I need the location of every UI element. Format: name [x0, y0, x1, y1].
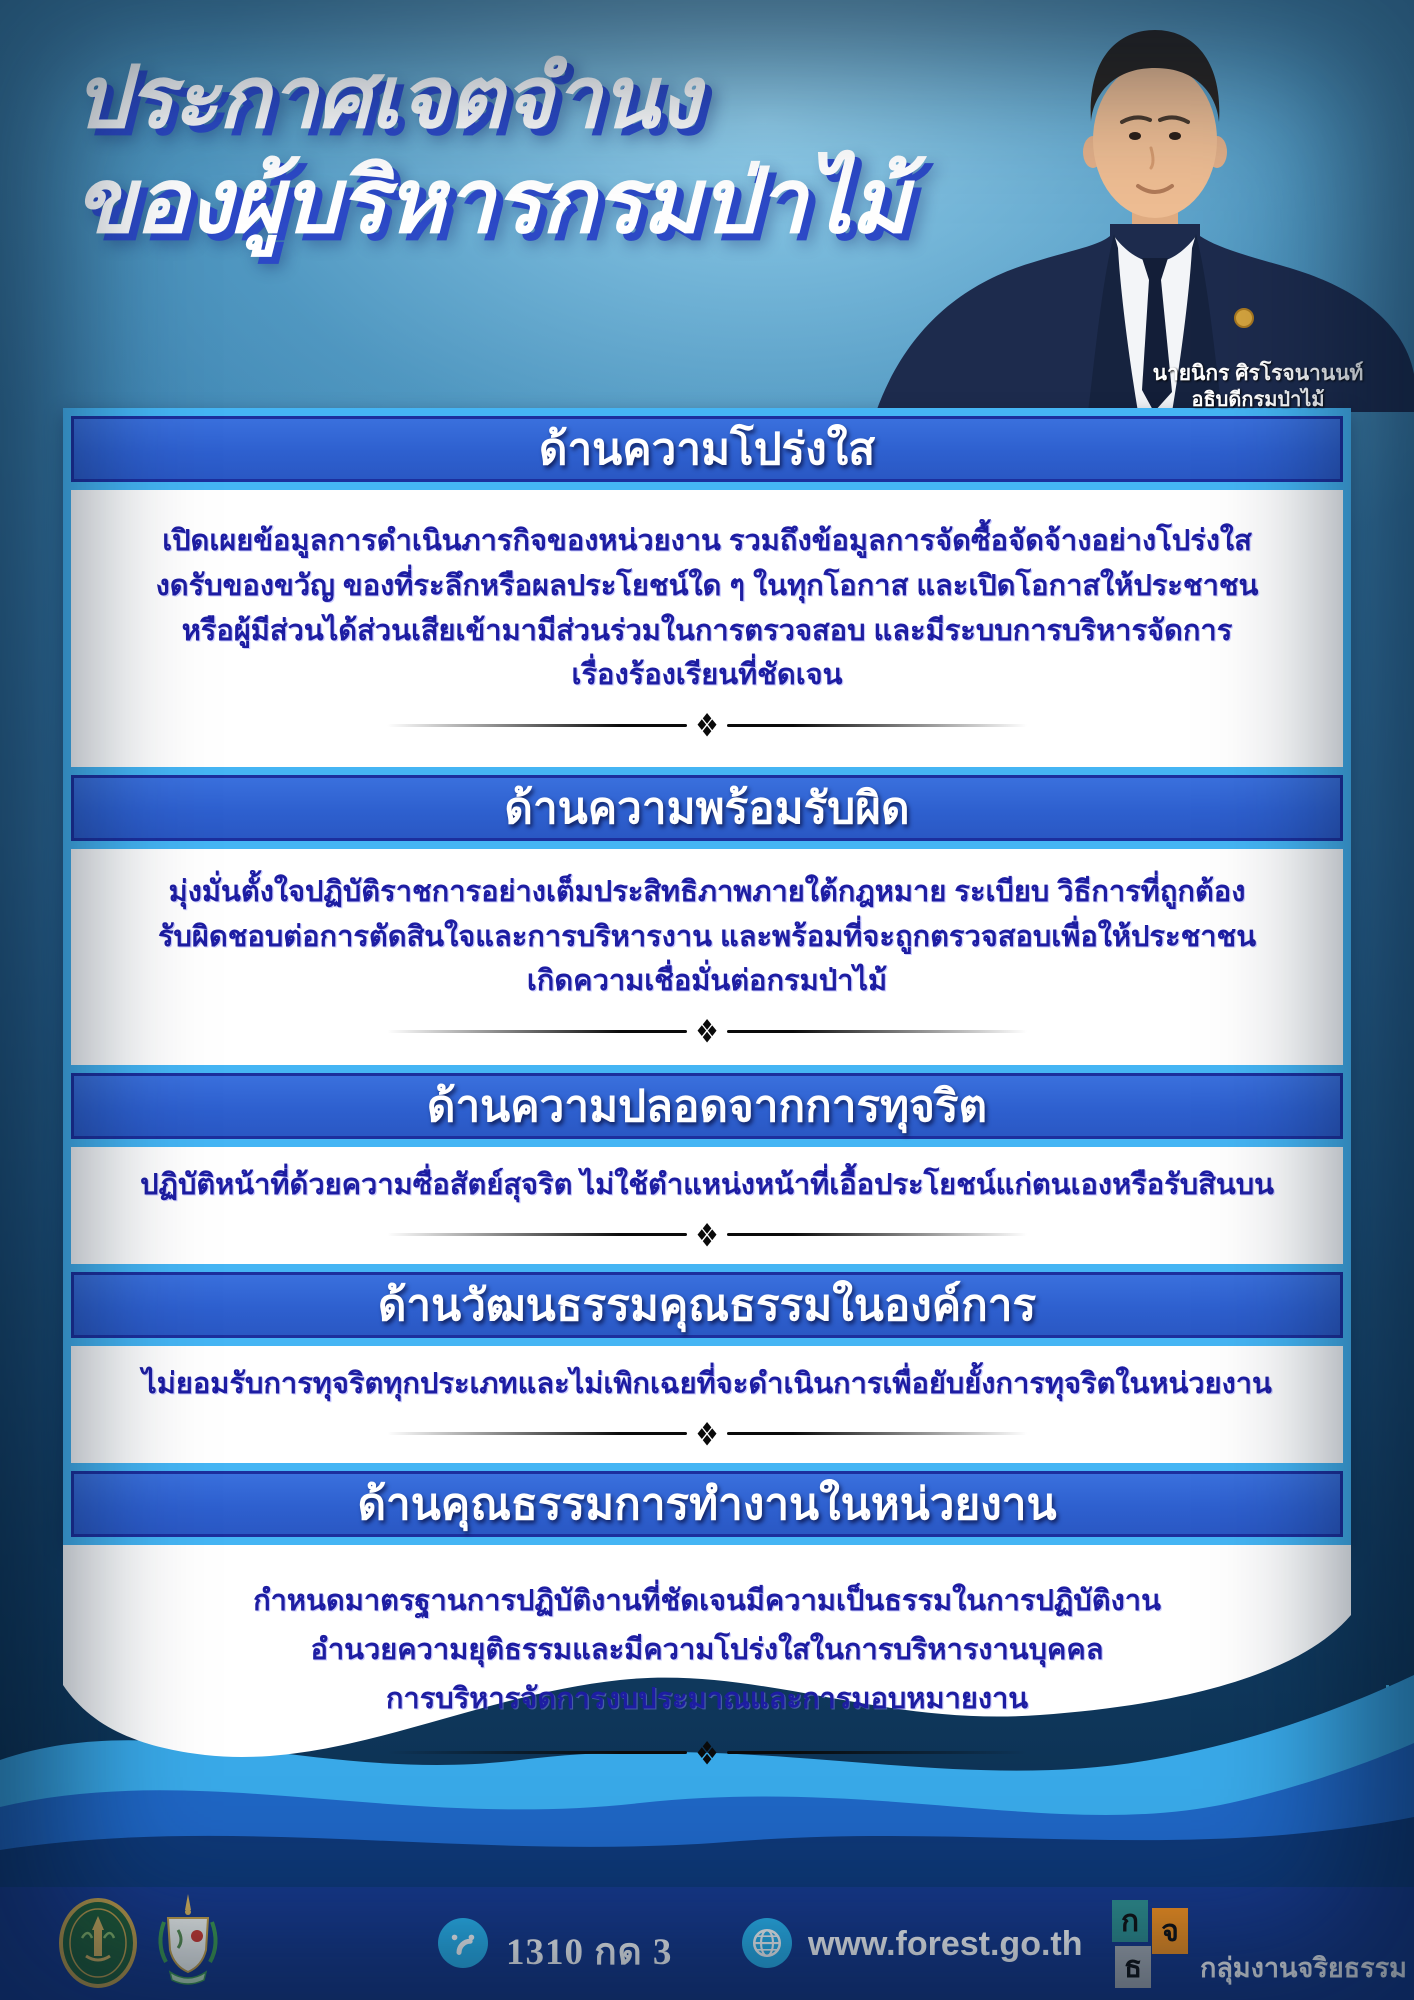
divider-line-left	[387, 1233, 687, 1236]
section-header-transparency	[71, 416, 1343, 482]
body-line: รับผิดชอบต่อการตัดสินใจและการบริหารงาน และพร้อมที่จะถูกตรวจสอบเพื่อให้ประชาชน	[157, 920, 1257, 953]
poster-title	[74, 48, 908, 256]
divider-line-right	[727, 1432, 1027, 1435]
fleuron-icon: ❖	[695, 706, 719, 745]
ornament-divider	[387, 1216, 1027, 1254]
section-content-org-culture	[71, 1346, 1343, 1463]
logo-letter-tho: ธ	[1115, 1946, 1151, 1988]
ornament-divider	[387, 1415, 1027, 1453]
ornament-divider	[387, 1012, 1027, 1051]
section-content-corruption-free	[71, 1147, 1343, 1264]
body-line: งดรับของขวัญ ของที่ระลึกหรือผลประโยชน์ใด ๆ ในทุกโอกาส และเปิดโอกาสให้ประชาชน	[155, 569, 1259, 602]
section-header-text: ด้านความปลอดจากการทุจริต	[426, 1082, 988, 1131]
portrait-caption	[1124, 360, 1392, 413]
website-url: www.forest.go.th	[808, 1925, 1083, 1963]
divider-line-right	[727, 1751, 1027, 1754]
fleuron-icon: ❖	[695, 1012, 719, 1051]
royal-forest-department-seal-logo	[58, 1898, 138, 1993]
logo-letter-jo: จ	[1152, 1908, 1188, 1954]
section-header-accountability	[71, 775, 1343, 841]
divider-line-left	[387, 724, 687, 727]
body-line: เรื่องร้องเรียนที่ชัดเจน	[571, 659, 843, 692]
hotline-number: 1310 กด 3	[506, 1932, 673, 1973]
section-header-work-ethics	[71, 1471, 1343, 1537]
portrait-illustration	[846, 0, 1414, 412]
divider-line-left	[387, 1432, 687, 1435]
section-header-org-culture	[71, 1272, 1343, 1338]
body-line: เกิดความเชื่อมั่นต่อกรมป่าไม้	[526, 965, 888, 998]
section-header-text: ด้านความโปร่งใส	[538, 425, 876, 474]
divider-line-right	[727, 1233, 1027, 1236]
section-header-text: ด้านคุณธรรมการทำงานในหน่วยงาน	[357, 1480, 1057, 1529]
fleuron-icon: ❖	[695, 1415, 719, 1453]
ethics-group-label: กลุ่มงานจริยธรรม	[1200, 1953, 1407, 1983]
body-line: ไม่ยอมรับการทุจริตทุกประเภทและไม่เพิกเฉยที่จะดำเนินการเพื่อยับยั้งการทุจริตในหน่วยงาน	[142, 1368, 1272, 1401]
body-line: กำหนดมาตรฐานการปฏิบัติงานที่ชัดเจนมีความเป็นธรรมในการปฏิบัติงาน	[253, 1585, 1161, 1617]
director-position: อธิบดีกรมป่าไม้	[1191, 389, 1325, 412]
poster-title-line1: ประกาศเจตจำนง	[74, 50, 700, 146]
fleuron-icon: ❖	[695, 1734, 719, 1772]
divider-line-left	[387, 1030, 687, 1033]
section-content-transparency	[71, 490, 1343, 767]
body-line: อำนวยความยุติธรรมและมีความโปร่งใสในการบริหารงานบุคคล	[310, 1633, 1104, 1666]
divider-line-right	[727, 1030, 1027, 1033]
divider-line-left	[387, 1751, 687, 1754]
director-name: นายนิกร ศิรโรจนานนท์	[1152, 362, 1364, 385]
section-header-corruption-free	[71, 1073, 1343, 1139]
ministry-crest-logo	[150, 1892, 226, 1995]
ornament-divider	[387, 706, 1027, 745]
divider-line-right	[727, 724, 1027, 727]
section-content-work-ethics	[63, 1545, 1351, 1795]
section-header-text: ด้านวัฒนธรรมคุณธรรมในองค์การ	[377, 1281, 1037, 1330]
body-line: มุ่งมั่นตั้งใจปฏิบัติราชการอย่างเต็มประสิทธิภาพภายใต้กฎหมาย ระเบียบ วิธีการที่ถูกต้อง	[168, 875, 1246, 908]
body-line: ปฏิบัติหน้าที่ด้วยความซื่อสัตย์สุจริต ไม่ใช้ตำแหน่งหน้าที่เอื้อประโยชน์แก่ตนเองหรือรับสินบน	[140, 1169, 1274, 1202]
body-line: การบริหารจัดการงบประมาณและการมอบหมายงาน	[385, 1682, 1029, 1715]
logo-letter-ko: ก	[1112, 1900, 1148, 1942]
fleuron-icon: ❖	[695, 1216, 719, 1254]
globe-icon	[742, 1918, 792, 1968]
director-portrait-photo	[846, 0, 1414, 412]
sections-frame	[63, 408, 1351, 1545]
poster-title-line2: ของผู้บริหารกรมป่าไม้	[74, 152, 909, 253]
ornament-divider	[387, 1734, 1027, 1772]
section-content-accountability	[71, 849, 1343, 1065]
section-header-text: ด้านความพร้อมรับผิด	[504, 784, 910, 833]
body-line: เปิดเผยข้อมูลการดำเนินภารกิจของหน่วยงาน รวมถึงข้อมูลการจัดซื้อจัดจ้างอย่างโปร่งใส	[162, 524, 1252, 557]
ethics-group-logo	[1112, 1900, 1198, 1988]
body-line: หรือผู้มีส่วนได้ส่วนเสียเข้ามามีส่วนร่วมในการตรวจสอบ และมีระบบการบริหารจัดการ	[181, 614, 1233, 647]
phone-icon	[438, 1918, 488, 1968]
